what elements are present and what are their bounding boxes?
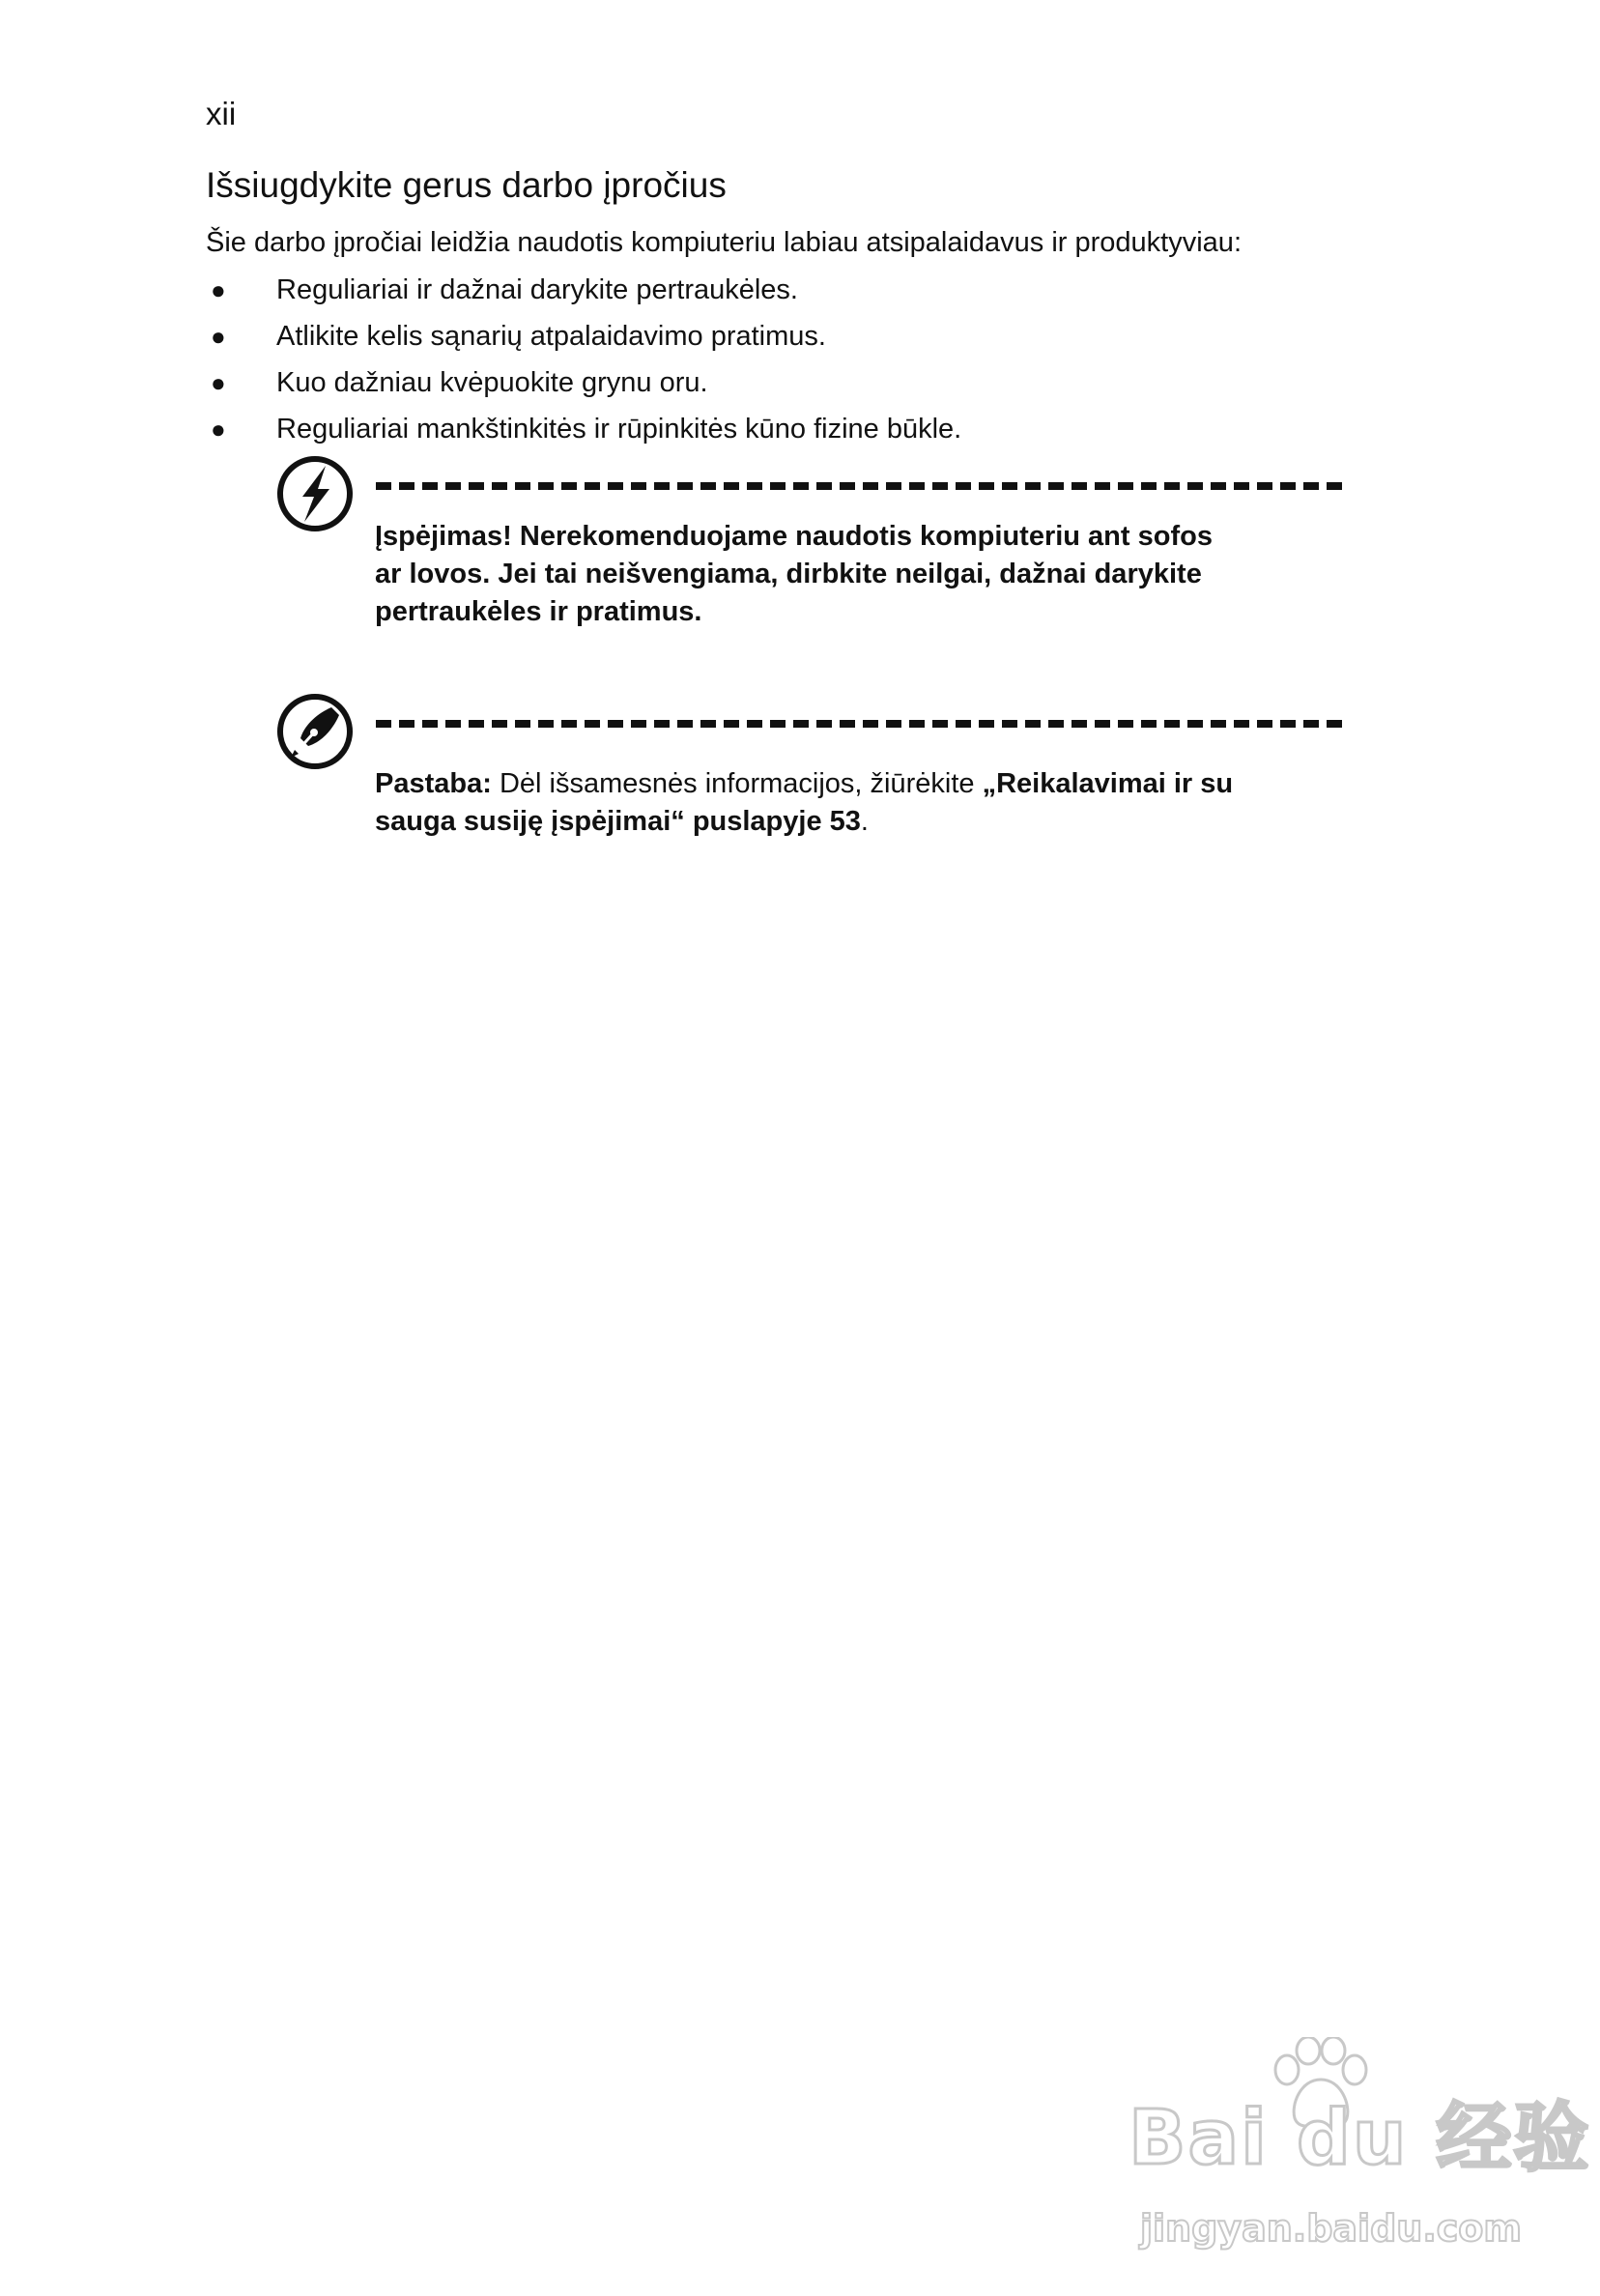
page-number: xii bbox=[206, 96, 237, 131]
note-text bbox=[375, 765, 1341, 841]
warning-line: ar lovos. Jei tai neišvengiama, dirbkite neilgai, dažnai darykite bbox=[375, 559, 1202, 589]
habits-list bbox=[206, 273, 961, 458]
note-reference[interactable]: sauga susiję įspėjimai“ puslapyje 53 bbox=[375, 806, 861, 837]
list-item bbox=[206, 319, 961, 365]
bullet-icon: ● bbox=[211, 322, 226, 351]
note-body: Dėl išsamesnės informacijos, žiūrėkite bbox=[491, 768, 983, 799]
warning-lightning-icon bbox=[275, 454, 355, 533]
warning-box bbox=[275, 454, 1357, 647]
section-title: Išsiugdykite gerus darbo įpročius bbox=[206, 165, 727, 205]
watermark-url: jingyan.baidu.com bbox=[1140, 2207, 1522, 2250]
warning-line: pertraukėles ir pratimus. bbox=[375, 596, 702, 627]
warning-divider bbox=[376, 482, 1342, 490]
bullet-icon: ● bbox=[211, 275, 226, 304]
bullet-icon: ● bbox=[211, 368, 226, 397]
intro-paragraph: Šie darbo įpročiai leidžia naudotis kompiuteriu labiau atsipalaidavus ir produktyviau: bbox=[206, 227, 1242, 258]
note-end: . bbox=[860, 806, 869, 837]
list-item bbox=[206, 412, 961, 458]
warning-text bbox=[375, 518, 1341, 631]
note-divider bbox=[376, 720, 1342, 728]
note-box bbox=[275, 692, 1357, 866]
note-reference[interactable]: „Reikalavimai ir su bbox=[982, 768, 1234, 799]
note-label: Pastaba: bbox=[375, 768, 492, 799]
note-pen-icon bbox=[275, 692, 355, 771]
bullet-icon: ● bbox=[211, 415, 226, 444]
list-item bbox=[206, 365, 961, 412]
list-item bbox=[206, 273, 961, 319]
list-item-text: Kuo dažniau kvėpuokite grynu oru. bbox=[276, 367, 708, 398]
warning-line: Įspėjimas! Nerekomenduojame naudotis kompiuteriu ant sofos bbox=[375, 521, 1213, 552]
watermark bbox=[1129, 2037, 1591, 2269]
list-item-text: Reguliariai ir dažnai darykite pertraukėles. bbox=[276, 274, 798, 305]
list-item-text: Reguliariai mankštinkitės ir rūpinkitės kūno fizine būkle. bbox=[276, 414, 962, 445]
list-item-text: Atlikite kelis sąnarių atpalaidavimo pratimus. bbox=[276, 321, 826, 352]
watermark-logo: Bai du 经验 bbox=[1129, 2095, 1591, 2182]
